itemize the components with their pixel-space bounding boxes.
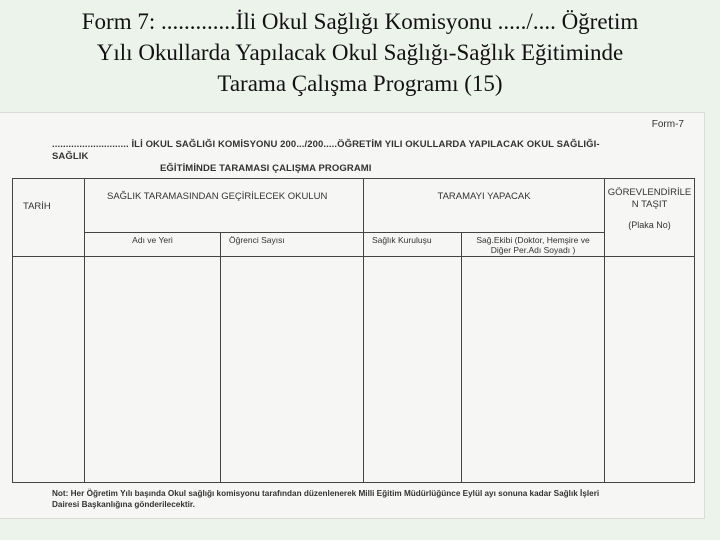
- cell-saglik-ekibi: [462, 257, 605, 483]
- form-heading: [52, 139, 612, 175]
- cell-adi-ve-yeri: [85, 257, 221, 483]
- schedule-table: [12, 178, 695, 483]
- header-tarih: TARİH: [13, 179, 85, 257]
- table-row: [13, 257, 695, 483]
- header-tarama: TARAMAYI YAPACAK: [364, 179, 605, 233]
- form-note-line-1: Not: Her Öğretim Yılı başında Okul sağlığı komisyonu tarafından düzenlenerek Milli Eğitim Müdürlüğünce Eylül ayı sonuna kadar Sağlık İşleri: [52, 489, 600, 498]
- slide-title-line-2: Yılı Okullarda Yapılacak Okul Sağlığı-Sağlık Eğitiminde: [96, 40, 624, 65]
- cell-ogrenci-sayisi: [221, 257, 364, 483]
- cell-saglik-kurulusu: [364, 257, 462, 483]
- header-plaka-label: (Plaka No): [628, 220, 671, 230]
- form-number-label: Form-7: [651, 119, 684, 130]
- header-okul: SAĞLIK TARAMASINDAN GEÇİRİLECEK OKULUN: [85, 179, 364, 233]
- scanned-form-image: [0, 113, 704, 518]
- form-note: [52, 488, 692, 510]
- subheader-ekip-line-1: Sağ.Ekibi (Doktor, Hemşire ve: [476, 235, 590, 245]
- slide-title-line-1: Form 7: .............İli Okul Sağlığı Komisyonu ...../.... Öğretim: [81, 9, 639, 34]
- header-gorevlendirilen-tasit: [605, 179, 695, 257]
- table-header-row: [13, 179, 695, 233]
- subheader-adi-ve-yeri: Adı ve Yeri: [85, 233, 221, 257]
- form-heading-line-2: EĞİTİMİNDE TARAMASI ÇALIŞMA PROGRAMI: [160, 163, 372, 174]
- subheader-saglik-ekibi: [462, 233, 605, 257]
- cell-tarih: [13, 257, 85, 483]
- table-subheader-row: [13, 233, 695, 257]
- form-note-line-2: Dairesi Başkanlığına gönderilecektir.: [52, 500, 195, 509]
- subheader-ekip-line-2: Diğer Per.Adı Soyadı ): [490, 245, 576, 255]
- form-heading-line-1: ............................ İLİ OKUL SAĞLIĞI KOMİSYONU 200.../200.....ÖĞRETİM YILI OKULLARDA YAPILACAK OKUL SAĞLIĞI-SAĞLIK: [52, 139, 600, 162]
- cell-tasit: [605, 257, 695, 483]
- header-gorev-label: GÖREVLENDİRİLE N TAŞIT: [607, 187, 692, 210]
- subheader-ogrenci-sayisi: Öğrenci Sayısı: [221, 233, 364, 257]
- slide-title-line-3: Tarama Çalışma Programı (15): [217, 71, 503, 96]
- subheader-saglik-kurulusu: Sağlık Kuruluşu: [364, 233, 462, 257]
- slide-title: [0, 6, 720, 99]
